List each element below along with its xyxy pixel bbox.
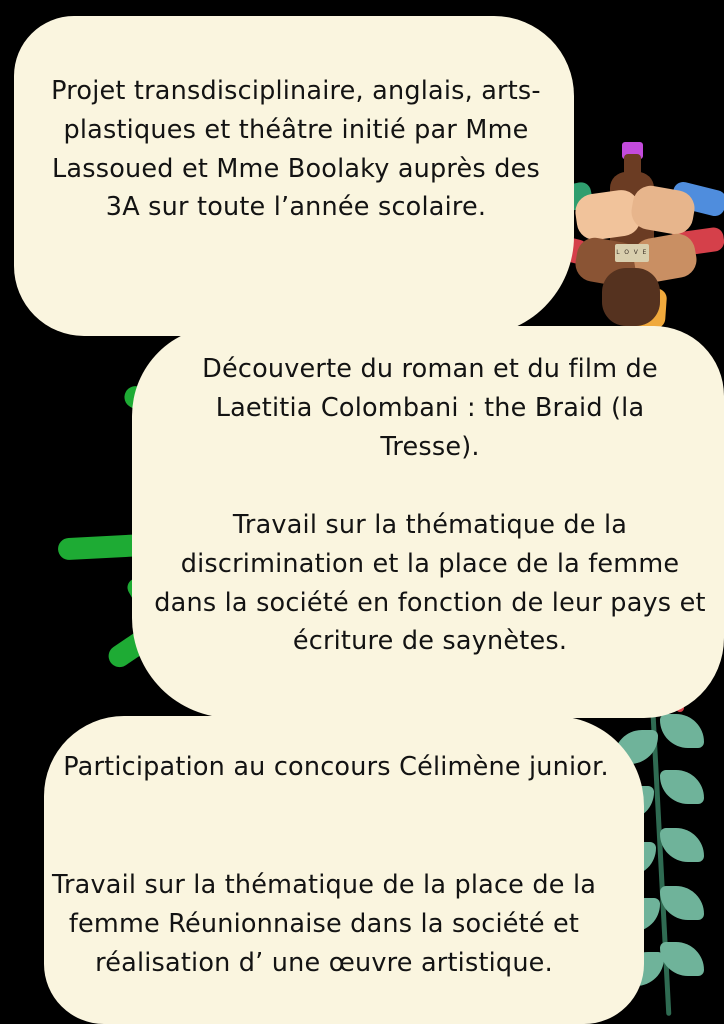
- paragraph-contest: Participation au concours Célimène junior.: [63, 752, 609, 782]
- hand-dark-2: [602, 268, 660, 326]
- plant-leaf: [660, 714, 704, 748]
- plant-leaf: [660, 828, 704, 862]
- paragraph-intro: Projet transdisciplinaire, anglais, arts-plastiques et théâtre initié par Mme Lassoued et Mme Boolaky auprès des 3A sur toute l’année scolaire.: [51, 76, 541, 223]
- plant-leaf: [660, 886, 704, 920]
- plant-leaf: [660, 770, 704, 804]
- paragraph-reunion-work: Travail sur la thématique de la place de la femme Réunionnaise dans la société et réalisation d’ une œuvre artistique.: [51, 870, 597, 978]
- paragraph-theme-work: Travail sur la thématique de la discrimination et la place de la femme dans la société en fonction de leur pays et écriture de saynètes.: [154, 510, 706, 657]
- bottle-label: L O V E: [615, 244, 649, 262]
- paragraph-discovery: Découverte du roman et du film de Laetitia Colombani : the Braid (la Tresse).: [202, 354, 658, 462]
